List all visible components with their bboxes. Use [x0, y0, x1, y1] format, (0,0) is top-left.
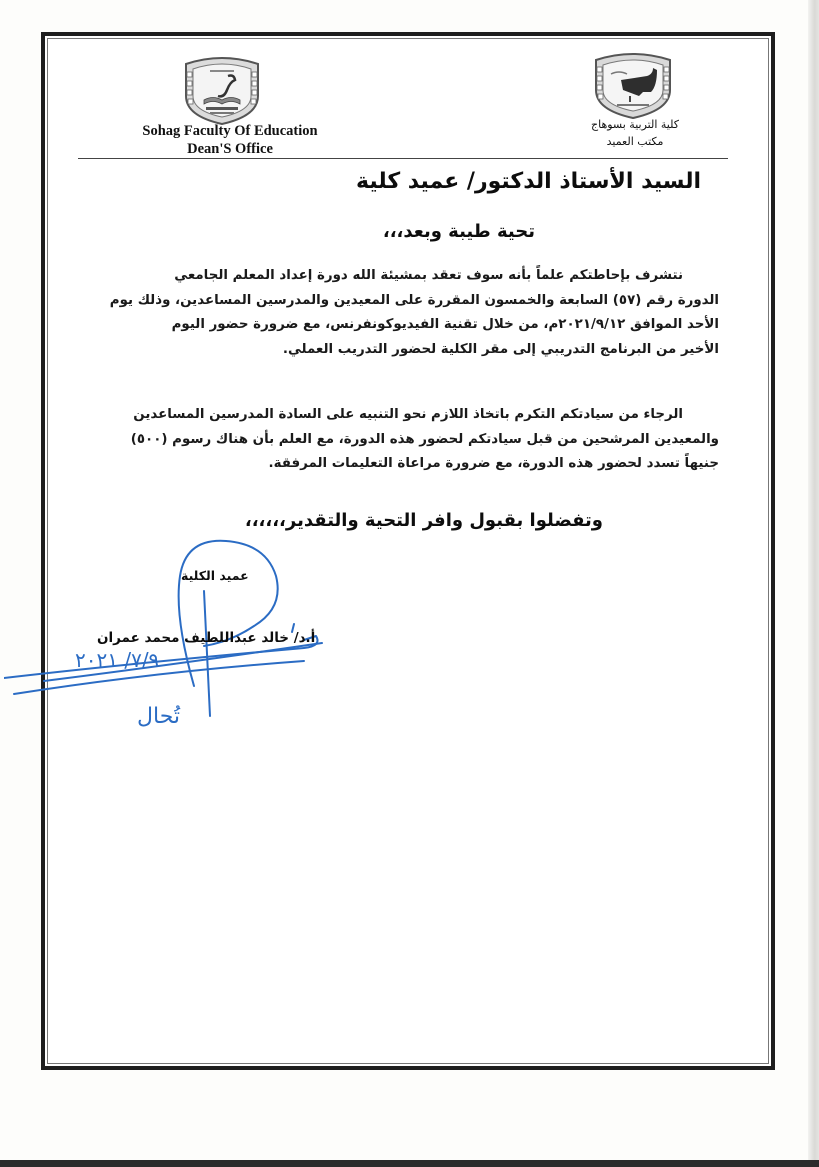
english-faculty-name: Sohag Faculty Of Education [142, 123, 318, 139]
paragraph-line: جنيهاً تسدد لحضور هذه الدورة، مع ضرورة مراعاة التعليمات المرفقة. [268, 456, 719, 471]
handwritten-date: ٧/٩/ ٢٠٢١ [75, 648, 160, 672]
english-office-name: Dean'S Office [187, 141, 273, 157]
signature-scribble-icon [4, 496, 344, 736]
paragraph-line: الأخير من البرنامج التدريبي إلى مقر الكلية لحضور التدريب العملي. [282, 341, 719, 357]
body-paragraph-1 [89, 264, 719, 362]
addressee-heading: السيد الأستاذ الدكتور/ عميد كلية [356, 169, 701, 194]
arabic-letterhead [565, 116, 705, 150]
signatory-title: عميد الكلية [181, 568, 249, 583]
handwritten-note: تُحال [137, 704, 181, 729]
paragraph-line: الرجاء من سيادتكم التكرم باتخاذ اللازم نحو التنبيه على السادة المدرسين المساعدين [133, 407, 683, 422]
scan-bottom-edge [0, 1160, 819, 1167]
university-emblem-icon [591, 50, 675, 120]
faculty-emblem-icon [180, 54, 264, 126]
arabic-office-name: مكتب العميد [606, 135, 664, 148]
english-letterhead [115, 122, 345, 158]
arabic-faculty-name: كلية التربية بسوهاج [591, 118, 679, 131]
letterhead-divider [78, 158, 728, 159]
paragraph-line: نتشرف بإحاطتكم علماً بأنه سوف تعقد بمشيئة الله دورة إعداد المعلم الجامعي [174, 268, 683, 283]
letter-frame [41, 32, 775, 1070]
paragraph-line: الأحد الموافق ٢٠٢١/٩/١٢م، من خلال تقنية الفيديوكونفرنس، مع ضرورة حضور اليوم [171, 317, 719, 332]
paragraph-line: والمعيدين المرشحين من قبل سيادتكم لحضور هذه الدورة، مع العلم بأن هناك رسوم (٥٠٠) [130, 431, 719, 447]
paper-edge [808, 0, 819, 1167]
signatory-name: أ.د/ خالد عبداللطيف محمد عمران [97, 630, 316, 646]
paragraph-line: الدورة رقم (٥٧) السابعة والخمسون المقررة على المعيدين والمدرسين المساعدين، وذلك يوم [109, 292, 719, 308]
faculty-emblem-logo [180, 54, 264, 126]
university-emblem-logo [591, 50, 675, 120]
body-paragraph-2 [89, 403, 719, 477]
closing-line: وتفضلوا بقبول وافر التحية والتقدير،،،،،، [244, 510, 603, 531]
greeting-line: تحية طيبة وبعد،،، [382, 221, 535, 242]
